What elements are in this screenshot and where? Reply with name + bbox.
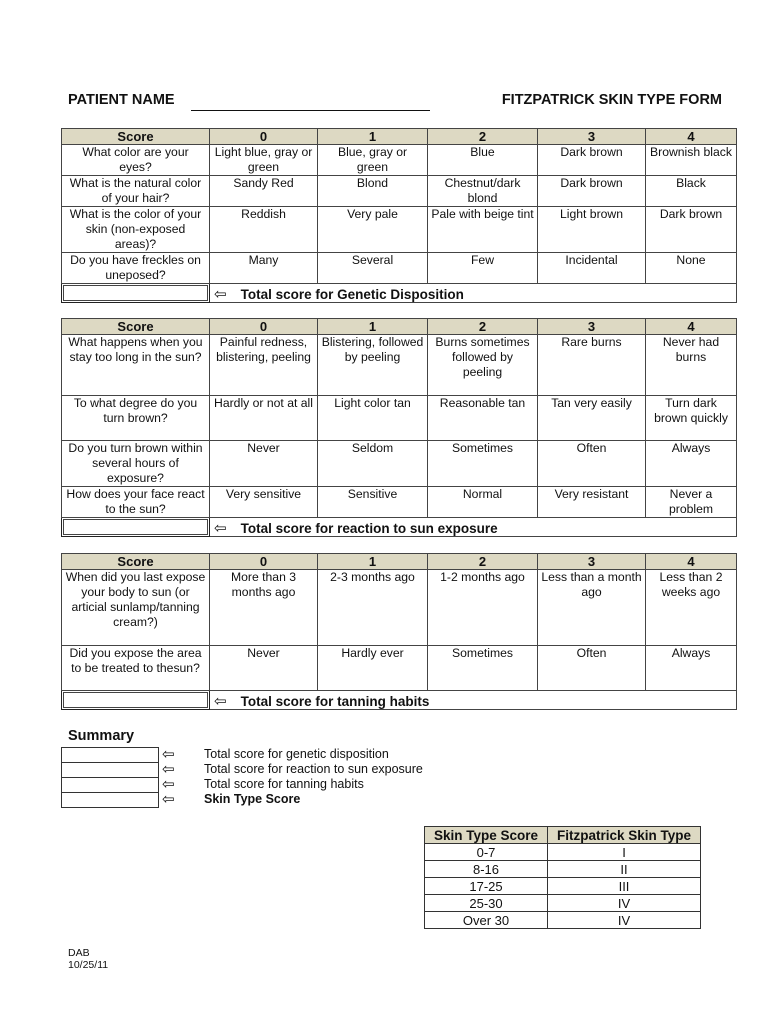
genetic-total-input[interactable] [62, 284, 210, 303]
column-header: Score [62, 129, 210, 145]
left-arrow-icon: ⇦ [214, 285, 227, 303]
score-range-cell: 17-25 [425, 878, 548, 895]
question-cell: How does your face react to the sun? [62, 487, 210, 518]
question-cell: When did you last expose your body to sun (or articial sunlamp/tanning cream?) [62, 570, 210, 646]
skin-type-cell: IV [548, 912, 701, 929]
answer-cell: Brownish black [646, 145, 737, 176]
header-row [425, 827, 701, 844]
skin-type-cell: II [548, 861, 701, 878]
answer-cell: Blue, gray or green [318, 145, 428, 176]
question-cell: What is the natural color of your hair? [62, 176, 210, 207]
summary-row [61, 777, 461, 792]
answer-cell: 2-3 months ago [318, 570, 428, 646]
answer-cell: Hardly ever [318, 646, 428, 691]
answer-cell: Often [538, 646, 646, 691]
score-range-cell: 8-16 [425, 861, 548, 878]
form-header [68, 92, 722, 112]
answer-cell: Rare burns [538, 335, 646, 396]
score-range-cell: 0-7 [425, 844, 548, 861]
answer-cell: Light blue, gray or green [210, 145, 318, 176]
patient-name-field[interactable] [191, 110, 430, 111]
total-row [62, 691, 737, 710]
answer-cell: Very sensitive [210, 487, 318, 518]
table-row [62, 253, 737, 284]
answer-cell: Blue [428, 145, 538, 176]
table-row [62, 145, 737, 176]
summary-label: Skin Type Score [204, 792, 301, 806]
answer-cell: Incidental [538, 253, 646, 284]
answer-cell: Sandy Red [210, 176, 318, 207]
tanning-habits-table [61, 553, 737, 710]
total-label-cell [210, 284, 737, 303]
answer-cell: Black [646, 176, 737, 207]
answer-cell: Painful redness, blistering, peeling [210, 335, 318, 396]
answer-cell: 1-2 months ago [428, 570, 538, 646]
answer-cell: Few [428, 253, 538, 284]
column-header: 4 [646, 129, 737, 145]
total-row [62, 518, 737, 537]
question-cell: Do you have freckles on uneposed? [62, 253, 210, 284]
answer-cell: More than 3 months ago [210, 570, 318, 646]
answer-cell: Burns sometimes followed by peeling [428, 335, 538, 396]
column-header: 4 [646, 319, 737, 335]
patient-name-label: PATIENT NAME [68, 92, 175, 108]
column-header: 1 [318, 554, 428, 570]
score-range-cell: 25-30 [425, 895, 548, 912]
table-row [425, 895, 701, 912]
answer-cell: Reddish [210, 207, 318, 253]
table-row [425, 844, 701, 861]
column-header: 1 [318, 319, 428, 335]
summary-label: Total score for genetic disposition [204, 747, 389, 761]
answer-cell: Always [646, 441, 737, 487]
summary-row [61, 762, 461, 777]
left-arrow-icon: ⇦ [162, 746, 175, 763]
answer-cell: Sometimes [428, 646, 538, 691]
column-header: Fitzpatrick Skin Type [548, 827, 701, 844]
question-cell: What happens when you stay too long in the sun? [62, 335, 210, 396]
answer-cell: Less than 2 weeks ago [646, 570, 737, 646]
tanning-total-label: Total score for tanning habits [240, 693, 430, 709]
table-row [62, 441, 737, 487]
genetic-disposition-table [61, 128, 737, 303]
column-header: 3 [538, 129, 646, 145]
table-row [425, 912, 701, 929]
sun-reaction-table [61, 318, 737, 537]
column-header: 3 [538, 554, 646, 570]
answer-cell: Seldom [318, 441, 428, 487]
table-row [62, 396, 737, 441]
answer-cell: None [646, 253, 737, 284]
footer-author: DAB [68, 947, 90, 959]
column-header: Score [62, 554, 210, 570]
question-cell: To what degree do you turn brown? [62, 396, 210, 441]
answer-cell: Normal [428, 487, 538, 518]
question-cell: Do you turn brown within several hours of exposure? [62, 441, 210, 487]
answer-cell: Chestnut/dark blond [428, 176, 538, 207]
sun-reaction-total-label: Total score for reaction to sun exposure [240, 520, 498, 536]
summary-row [61, 792, 461, 807]
summary-sun-reaction-input[interactable] [61, 762, 159, 778]
answer-cell: Always [646, 646, 737, 691]
column-header: 2 [428, 129, 538, 145]
skin-type-cell: IV [548, 895, 701, 912]
summary-row [61, 747, 461, 762]
header-row [62, 319, 737, 335]
header-row [62, 554, 737, 570]
skin-type-cell: III [548, 878, 701, 895]
summary-tanning-input[interactable] [61, 777, 159, 793]
answer-cell: Dark brown [538, 145, 646, 176]
answer-cell: Many [210, 253, 318, 284]
answer-cell: Sometimes [428, 441, 538, 487]
score-range-cell: Over 30 [425, 912, 548, 929]
answer-cell: Blond [318, 176, 428, 207]
answer-cell: Very pale [318, 207, 428, 253]
column-header: 1 [318, 129, 428, 145]
total-row [62, 284, 737, 303]
question-cell: What is the color of your skin (non-exposed areas)? [62, 207, 210, 253]
footer-date: 10/25/11 [68, 959, 109, 971]
left-arrow-icon: ⇦ [162, 776, 175, 793]
table-row [62, 570, 737, 646]
table-row [425, 878, 701, 895]
answer-cell: Never [210, 646, 318, 691]
answer-cell: Very resistant [538, 487, 646, 518]
tanning-total-input[interactable] [62, 691, 210, 710]
table-row [62, 176, 737, 207]
column-header: 0 [210, 129, 318, 145]
answer-cell: Light color tan [318, 396, 428, 441]
column-header: 0 [210, 554, 318, 570]
answer-cell: Sensitive [318, 487, 428, 518]
answer-cell: Never [210, 441, 318, 487]
total-label-cell [210, 691, 737, 710]
left-arrow-icon: ⇦ [162, 791, 175, 808]
column-header: 3 [538, 319, 646, 335]
left-arrow-icon: ⇦ [162, 761, 175, 778]
column-header: 4 [646, 554, 737, 570]
answer-cell: Turn dark brown quickly [646, 396, 737, 441]
column-header: Score [62, 319, 210, 335]
summary-label: Total score for tanning habits [204, 777, 364, 791]
column-header: 0 [210, 319, 318, 335]
footer [68, 947, 108, 971]
answer-cell: Less than a month ago [538, 570, 646, 646]
skin-type-cell: I [548, 844, 701, 861]
answer-cell: Dark brown [646, 207, 737, 253]
answer-cell: Blistering, followed by peeling [318, 335, 428, 396]
table-row [62, 487, 737, 518]
header-row [62, 129, 737, 145]
column-header: 2 [428, 319, 538, 335]
answer-cell: Several [318, 253, 428, 284]
summary-genetic-input[interactable] [61, 747, 159, 763]
column-header: 2 [428, 554, 538, 570]
summary-skin-type-input[interactable] [61, 792, 159, 808]
answer-cell: Dark brown [538, 176, 646, 207]
answer-cell: Hardly or not at all [210, 396, 318, 441]
table-row [62, 646, 737, 691]
answer-cell: Tan very easily [538, 396, 646, 441]
skin-type-reference-table [424, 826, 701, 929]
left-arrow-icon: ⇦ [214, 519, 227, 537]
answer-cell: Reasonable tan [428, 396, 538, 441]
sun-reaction-total-input[interactable] [62, 518, 210, 537]
table-row [62, 335, 737, 396]
table-row [425, 861, 701, 878]
genetic-total-label: Total score for Genetic Disposition [240, 286, 464, 302]
answer-cell: Light brown [538, 207, 646, 253]
summary-title: Summary [68, 728, 135, 744]
answer-cell: Never had burns [646, 335, 737, 396]
left-arrow-icon: ⇦ [214, 692, 227, 710]
form-title: FITZPATRICK SKIN TYPE FORM [501, 92, 722, 108]
question-cell: Did you expose the area to be treated to thesun? [62, 646, 210, 691]
answer-cell: Never a problem [646, 487, 737, 518]
answer-cell: Pale with beige tint [428, 207, 538, 253]
column-header: Skin Type Score [425, 827, 548, 844]
answer-cell: Often [538, 441, 646, 487]
summary-label: Total score for reaction to sun exposure [204, 762, 423, 776]
total-label-cell [210, 518, 737, 537]
table-row [62, 207, 737, 253]
question-cell: What color are your eyes? [62, 145, 210, 176]
